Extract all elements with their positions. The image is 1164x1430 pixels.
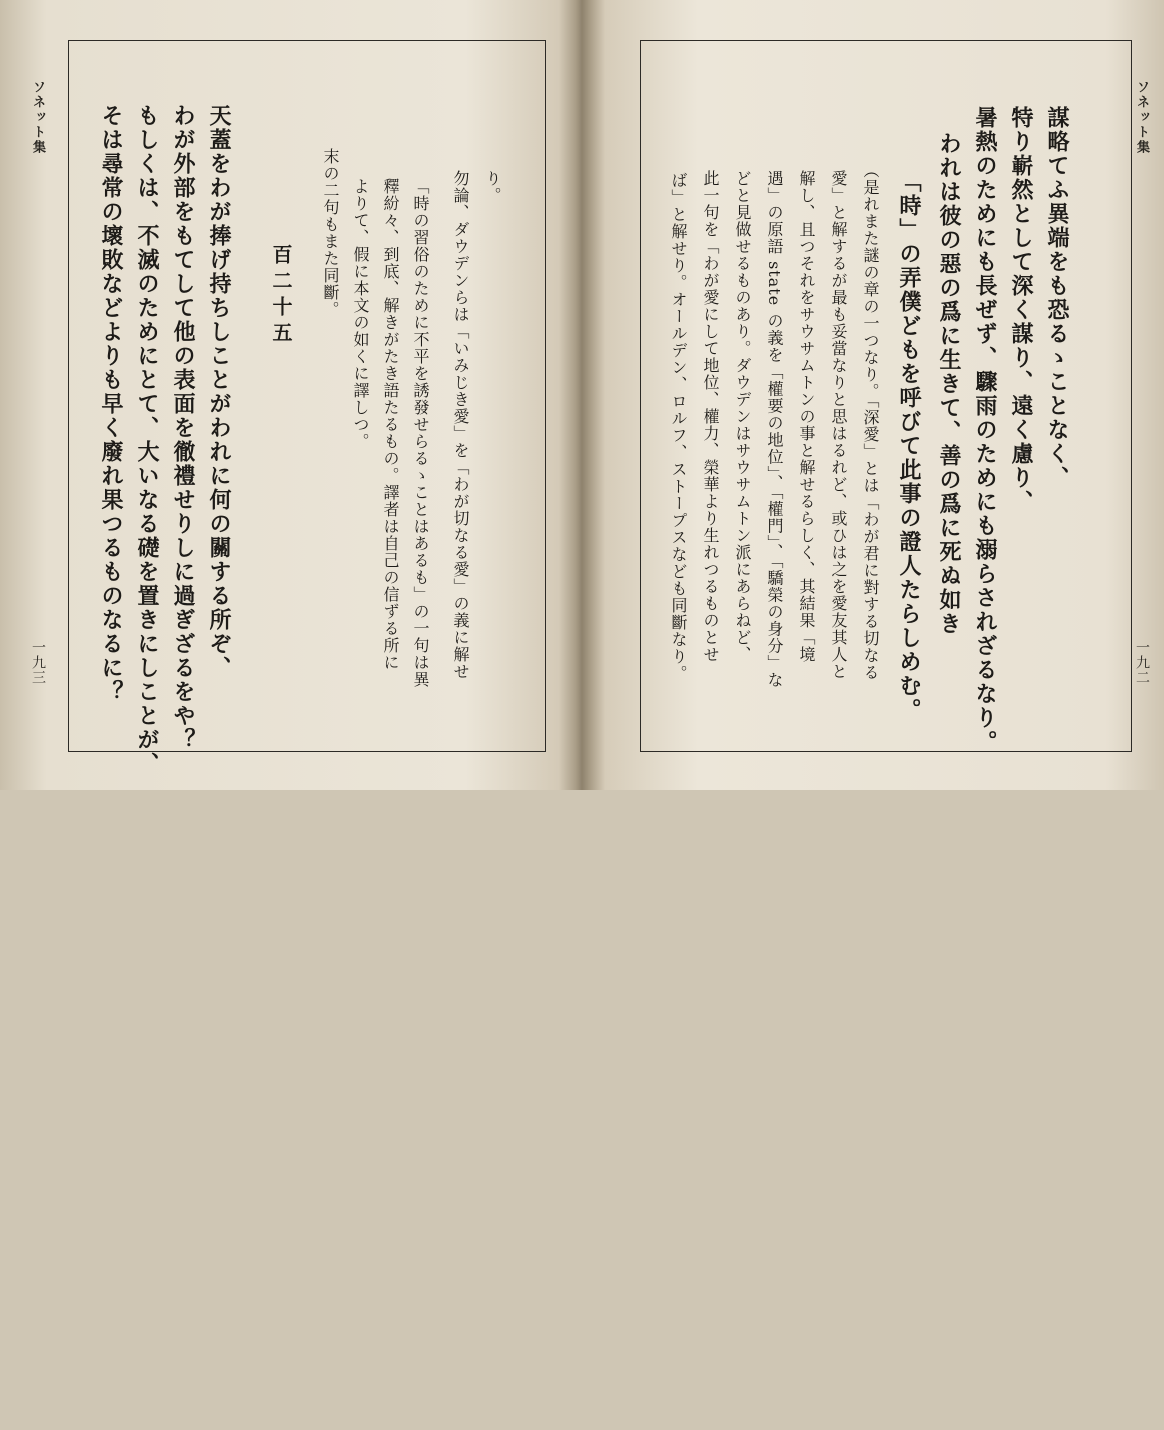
- commentary-line: り。: [483, 170, 502, 204]
- commentary-line: ば」と解せり。オールデン、ロルフ、ストープスなども同斷なり。: [669, 172, 688, 682]
- commentary-line: よりて、假に本文の如くに譯しつ。: [351, 178, 370, 450]
- commentary-line: 解し、且つそれをサウサムトンの事と解せるらしく、其結果「境: [797, 170, 816, 663]
- left-page: [0, 0, 580, 790]
- right-page: [584, 0, 1164, 790]
- commentary-line: 釋紛々、到底、解きがたき語たるもの。譯者は自己の信ずる所に: [381, 178, 400, 671]
- left-page-number: 一九三: [30, 640, 46, 685]
- poem-line: 暑熱のためにも長ぜず、驟雨のためにも溺らされざるなり。: [972, 106, 998, 754]
- commentary-line: （是れまた謎の章の一つなり。「深愛」とは「わが君に對する切なる: [861, 162, 880, 681]
- poem-line: われは彼の惡の爲に生きて、善の爲に死ぬ如き: [936, 132, 962, 636]
- right-page-number: 一九二: [1134, 640, 1150, 685]
- section-number: 百二十五: [269, 244, 293, 348]
- commentary-line: 遇」の原語 state の義を「權要の地位」、「權門」、「驕榮の身分」な: [765, 170, 784, 689]
- poem-line: 天蓋をわが捧げ持ちしことがわれに何の關する所ぞ、: [206, 104, 232, 680]
- right-running-head: ソネット集: [1134, 80, 1149, 155]
- commentary-line: 勿論、ダウデンらは「いみじき愛」を「わが切なる愛」の義に解せ: [451, 170, 470, 680]
- poem-line: もしくは、不滅のためにとて、大いなる礎を置きにしことが、: [134, 104, 160, 776]
- poem-line: わが外部をもてして他の表面を徹禮せりしに過ぎざるをや？: [170, 104, 196, 752]
- commentary-line: 愛」と解するが最も妥當なりと思はるれど、或ひは之を愛友其人と: [829, 170, 848, 680]
- commentary-line: 此一句を「わが愛にして地位、權力、榮華より生れつるものとせ: [701, 170, 720, 663]
- left-running-head: ソネット集: [30, 80, 45, 155]
- commentary-line: 末の二句もまた同斷。: [321, 148, 340, 318]
- poem-line: 謀略てふ異端をも恐るゝことなく、: [1044, 106, 1070, 490]
- poem-line: 「時」の弄僕どもを呼びて此事の證人たらしめむ。: [896, 170, 922, 722]
- poem-line: 特り嶄然として深く謀り、遠く慮り、: [1008, 106, 1034, 514]
- commentary-line: 「時の習俗のために不平を誘發せらるゝことはあるも」の一句は異: [411, 178, 430, 688]
- poem-line: そは尋常の壞敗などよりも早く廢れ果つるものなるに？: [98, 104, 124, 704]
- commentary-line: どと見做せるものあり。ダウデンはサウサムトン派にあらねど、: [733, 170, 752, 663]
